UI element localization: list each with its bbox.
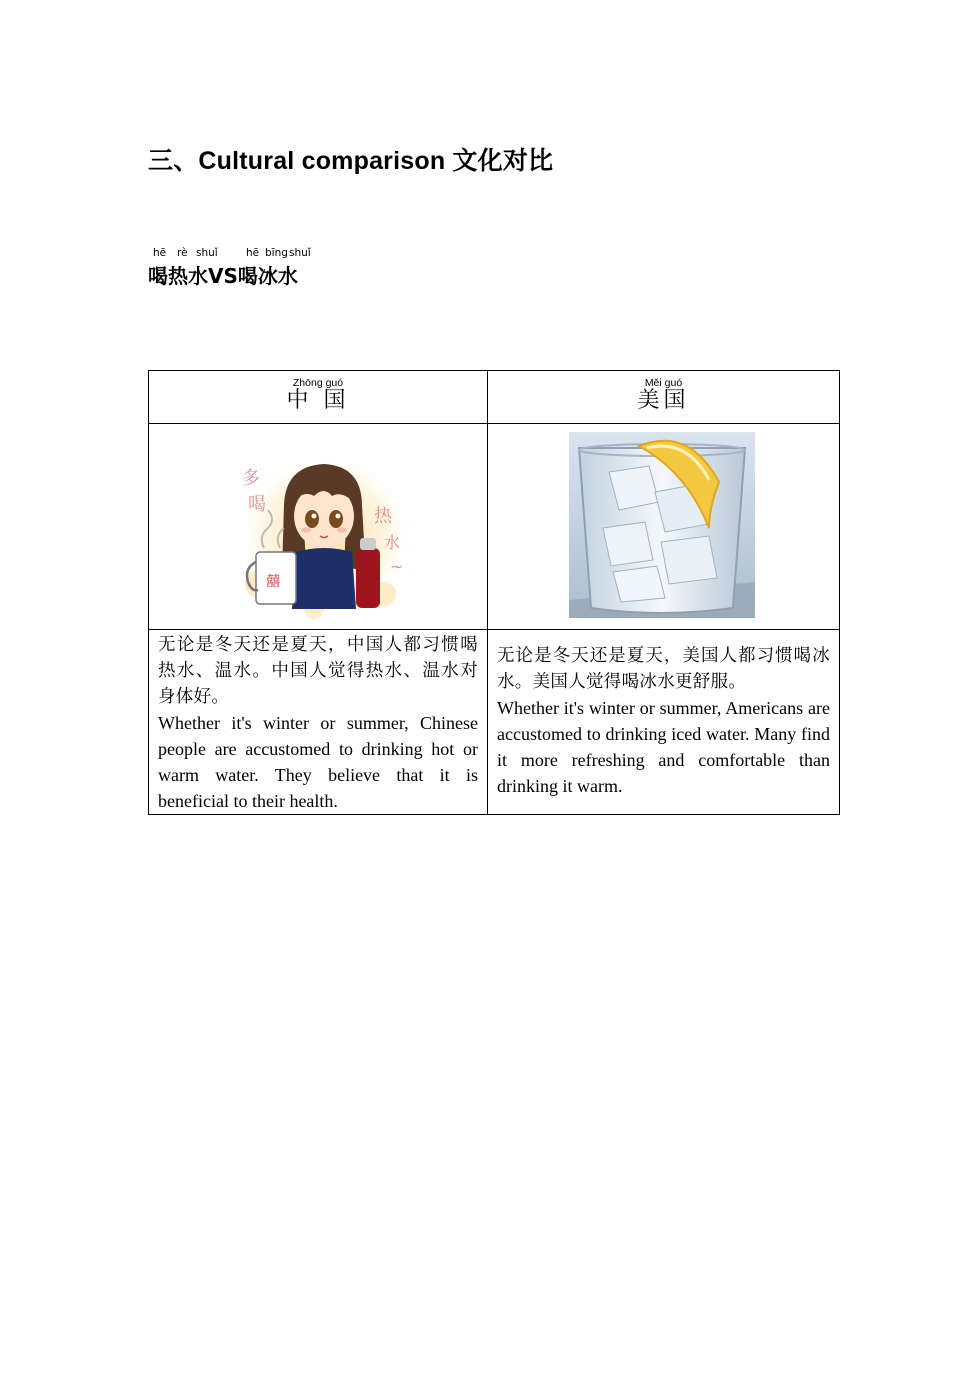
illustration-text-he: 喝 <box>248 494 266 515</box>
china-image-cell <box>149 424 488 630</box>
header-china <box>149 371 488 424</box>
pinyin-bing: bīng <box>265 247 288 259</box>
usa-description-cell <box>488 630 840 815</box>
mug-symbol: 囍 <box>266 574 280 590</box>
pinyin-shui: shuǐ <box>196 247 218 259</box>
hot-water-girl-illustration <box>234 444 414 628</box>
section-heading: 三、Cultural comparison 文化对比 <box>148 147 554 175</box>
iced-water-glass-photo <box>569 432 755 622</box>
table-image-row <box>149 424 840 630</box>
subtitle-text: 喝热水VS喝冰水 <box>148 264 298 288</box>
header-china-pinyin: Zhōng guó <box>292 377 344 389</box>
china-description-en: Whether it's winter or summer, Chinese people are accustomed to drinking hot or warm water. They believe that it is beneficial to their health. <box>158 713 478 811</box>
header-usa-pinyin: Měi guó <box>644 377 683 389</box>
header-usa-label: 美国 <box>637 388 690 413</box>
table-header-row <box>149 371 840 424</box>
illustration-text-duo: 多 <box>242 468 260 489</box>
pinyin-re: rè <box>177 247 188 259</box>
table-text-row <box>149 630 840 815</box>
illustration-text-re: 热 <box>374 506 392 527</box>
pinyin-he-2: hē <box>246 247 260 259</box>
header-usa <box>488 371 840 424</box>
illustration-text-tilde: ~ <box>390 557 404 576</box>
usa-image-cell <box>488 424 840 630</box>
usa-description-en: Whether it's winter or summer, Americans are accustomed to drinking iced water. Many find it more refreshing and comfortable than drinking it warm. <box>497 698 830 796</box>
usa-description-zh: 无论是冬天还是夏天，美国人都习惯喝冰水。美国人觉得喝冰水更舒服。 <box>497 646 830 692</box>
pinyin-he: hē <box>153 247 167 259</box>
china-description-zh: 无论是冬天还是夏天，中国人都习惯喝热水、温水。中国人觉得热水、温水对身体好。 <box>158 635 478 707</box>
china-description-cell <box>149 630 488 815</box>
comparison-table <box>148 370 840 815</box>
pinyin-shui-2: shuǐ <box>289 247 311 259</box>
illustration-text-shui: 水 <box>384 533 401 552</box>
header-china-label: 中 国 <box>286 388 350 413</box>
